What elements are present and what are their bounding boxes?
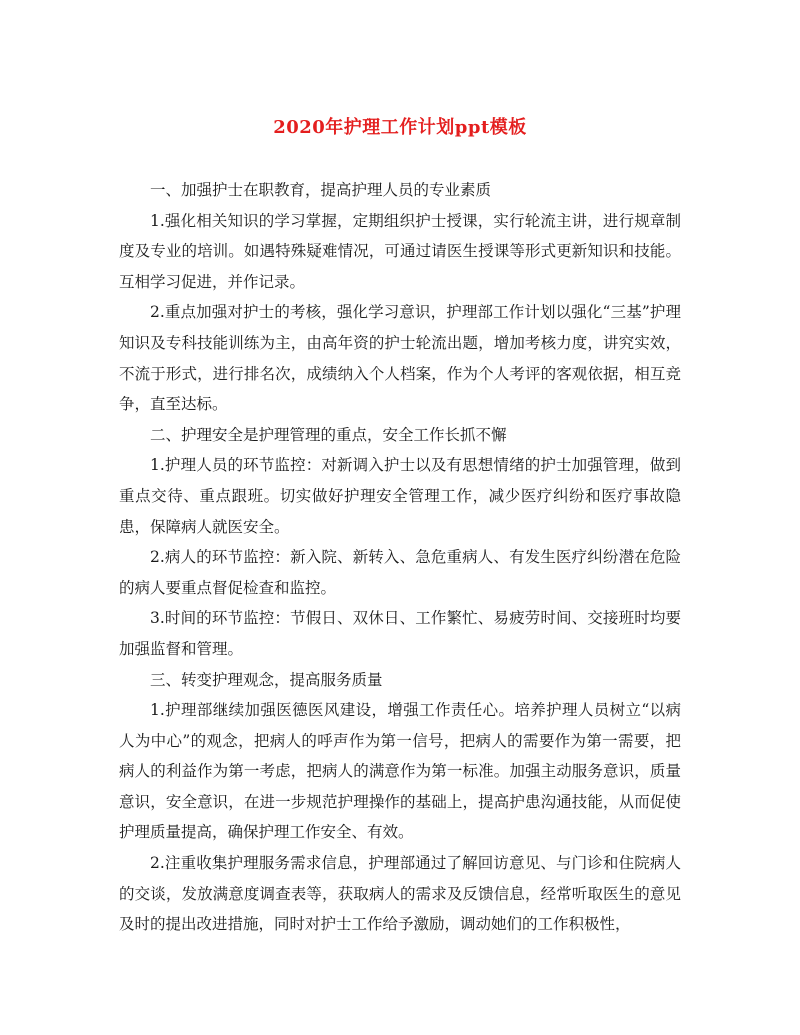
paragraph: 1.强化相关知识的学习掌握，定期组织护士授课，实行轮流主讲，进行规章制度及专业的培训。如遇特殊疑难情况，可通过请医生授课等形式更新知识和技能。互相学习促进，并作记录。 xyxy=(119,211,681,291)
paragraph: 1.护理人员的环节监控：对新调入护士以及有思想情绪的护士加强管理，做到重点交待、重点跟班。切实做好护理安全管理工作，减少医疗纠纷和医疗事故隐患，保障病人就医安全。 xyxy=(119,456,681,536)
document-body xyxy=(119,175,681,940)
paragraph: 2.重点加强对护士的考核，强化学习意识，护理部工作计划以强化“三基”护理知识及专科技能训练为主，由高年资的护士轮流出题，增加考核力度，讲究实效，不流于形式，进行排名次，成绩纳入个人档案，作为个人考评的客观依据，相互竞争，直至达标。 xyxy=(119,303,681,414)
section-heading-2: 二、护理安全是护理管理的重点，安全工作长抓不懈 xyxy=(150,425,507,444)
paragraph: 1.护理部继续加强医德医风建设，增强工作责任心。培养护理人员树立“以病人为中心”的观念，把病人的呼声作为第一信号，把病人的需要作为第一需要，把病人的利益作为第一考虑，把病人的满意作为第一标准。加强主动服务意识，质量意识，安全意识，在进一步规范护理操作的基础上，提高护患沟通技能，从而促使护理质量提高，确保护理工作安全、有效。 xyxy=(119,701,681,842)
paragraph: 3.时间的环节监控：节假日、双休日、工作繁忙、易疲劳时间、交接班时均要加强监督和管理。 xyxy=(119,609,681,658)
paragraph: 2.病人的环节监控：新入院、新转入、急危重病人、有发生医疗纠纷潜在危险的病人要重点督促检查和监控。 xyxy=(119,548,681,597)
paragraph: 2.注重收集护理服务需求信息，护理部通过了解回访意见、与门诊和住院病人的交谈，发放满意度调查表等，获取病人的需求及反馈信息，经常听取医生的意见及时的提出改进措施，同时对护士工作给予激励，调动她们的工作积极性， xyxy=(119,854,681,934)
section-heading-1: 一、加强护士在职教育，提高护理人员的专业素质 xyxy=(150,181,492,199)
document-title: 2020年护理工作计划ppt模板 xyxy=(273,117,527,138)
section-heading-3: 三、转变护理观念，提高服务质量 xyxy=(150,670,383,689)
